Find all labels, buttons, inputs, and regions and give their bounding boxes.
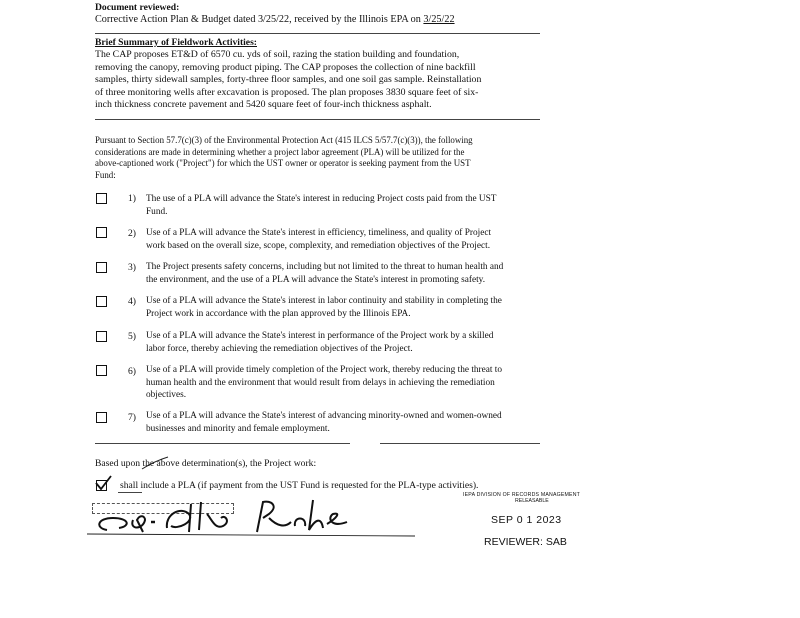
consideration-line: The use of a PLA will advance the State's interest in reducing Project costs paid from the UST — [146, 194, 497, 204]
pursuant-line: Fund: — [95, 169, 116, 180]
consideration-line: Fund. — [146, 206, 168, 217]
stamp-date: SEP 0 1 2023 — [491, 514, 562, 526]
consideration-7-checkbox[interactable] — [96, 412, 107, 423]
consideration-line: Use of a PLA will provide timely completion of the Project work, thereby reducing the threat to — [146, 365, 503, 375]
consideration-line: the environment, and the use of a PLA will advance the State's interest in promoting safety. — [146, 274, 486, 285]
consideration-line: Use of a PLA will advance the State's interest in efficiency, timeliness, and quality of Project — [146, 228, 492, 238]
consideration-1-checkbox[interactable] — [96, 193, 107, 204]
pursuant-line: Pursuant to Section 57.7(c)(3) of the Environmental Protection Act (415 ILCS 5/57.7(c)(3)), the following — [95, 135, 473, 145]
stamp-reviewer: REVIEWER: SAB — [484, 536, 567, 548]
consideration-1-number: 1) — [128, 193, 136, 204]
consideration-3-text — [146, 261, 556, 286]
header-divider — [95, 33, 540, 34]
consideration-7-number: 7) — [128, 412, 136, 423]
consideration-2-checkbox[interactable] — [96, 227, 107, 238]
handwritten-strike-mark — [140, 455, 170, 473]
consideration-5-number: 5) — [128, 331, 136, 342]
summary-divider — [95, 119, 540, 120]
received-date: 3/25/22 — [423, 14, 455, 25]
determination-text: Based upon the above determination(s), the Project work: — [95, 458, 317, 469]
consideration-2-text — [146, 227, 556, 252]
include-pla-underline — [118, 492, 142, 493]
document-reviewed-label: Document reviewed: — [95, 2, 180, 13]
consideration-2-number: 2) — [128, 228, 136, 239]
consideration-5-text — [146, 330, 556, 355]
stamp-releasable: RELEASABLE — [515, 498, 549, 504]
consideration-6-number: 6) — [128, 366, 136, 377]
signature-image — [85, 496, 430, 544]
pursuant-line: considerations are made in determining whether a project labor agreement (PLA) will be utilized for the — [95, 146, 465, 157]
consideration-line: The Project presents safety concerns, including but not limited to the threat to human health and — [146, 262, 504, 272]
consideration-7-text — [146, 410, 556, 435]
consideration-line: labor force, thereby achieving the remediation objectives of the Project. — [146, 343, 413, 354]
consideration-line: businesses and minority and female employment. — [146, 423, 330, 434]
consideration-3-checkbox[interactable] — [96, 262, 107, 273]
consideration-1-text — [146, 193, 556, 218]
consideration-6-text — [146, 364, 556, 402]
consideration-4-number: 4) — [128, 296, 136, 307]
checkmark-icon — [93, 474, 113, 492]
consideration-line: Use of a PLA will advance the State's interest in labor continuity and stability in completing the — [146, 296, 502, 306]
consideration-4-checkbox[interactable] — [96, 296, 107, 307]
document-reviewed-description: Corrective Action Plan & Budget dated 3/25/22, received by the Illinois EPA on — [95, 14, 424, 25]
pursuant-line: above-captioned work ("Project") for which the UST owner or operator is seeking payment from the UST — [95, 158, 471, 169]
list-divider-right — [380, 443, 540, 444]
include-pla-text: shall include a PLA (if payment from the UST Fund is requested for the PLA-type activities). — [120, 480, 479, 491]
consideration-line: human health and the environment that would result from delays in achieving the remediation — [146, 377, 495, 388]
consideration-6-checkbox[interactable] — [96, 365, 107, 376]
consideration-line: work based on the overall size, scope, complexity, and remediation objectives of the Project. — [146, 240, 491, 251]
summary-line: samples, thirty sidewall samples, forty-three floor samples, and one soil gas sample. Reinstallation — [95, 74, 482, 86]
consideration-4-text — [146, 295, 556, 320]
consideration-3-number: 3) — [128, 262, 136, 273]
consideration-line: Use of a PLA will advance the State's interest in performance of the Project work by a skilled — [146, 331, 494, 341]
consideration-5-checkbox[interactable] — [96, 331, 107, 342]
list-divider-left — [95, 443, 350, 444]
summary-line: removing the canopy, removing product piping. The CAP proposes the collection of nine backfill — [95, 61, 476, 73]
consideration-line: objectives. — [146, 390, 187, 400]
document-reviewed-text — [95, 14, 455, 26]
summary-body — [95, 49, 481, 112]
summary-line: of three monitoring wells after excavation is proposed. The plan proposes 3830 square feet of six- — [95, 86, 479, 98]
summary-heading: Brief Summary of Fieldwork Activities: — [95, 37, 257, 48]
consideration-line: Project work in accordance with the plan approved by the Illinois EPA. — [146, 308, 411, 319]
consideration-line: Use of a PLA will advance the State's interest of advancing minority-owned and women-owned — [146, 411, 502, 421]
stamp-records-line: IEPA DIVISION OF RECORDS MANAGEMENT — [463, 492, 581, 498]
summary-line: The CAP proposes ET&D of 6570 cu. yds of soil, razing the station building and foundation, — [95, 49, 460, 60]
pursuant-paragraph — [95, 135, 473, 181]
summary-line: inch thickness concrete pavement and 5420 square feet of four-inch thickness asphalt. — [95, 99, 432, 111]
